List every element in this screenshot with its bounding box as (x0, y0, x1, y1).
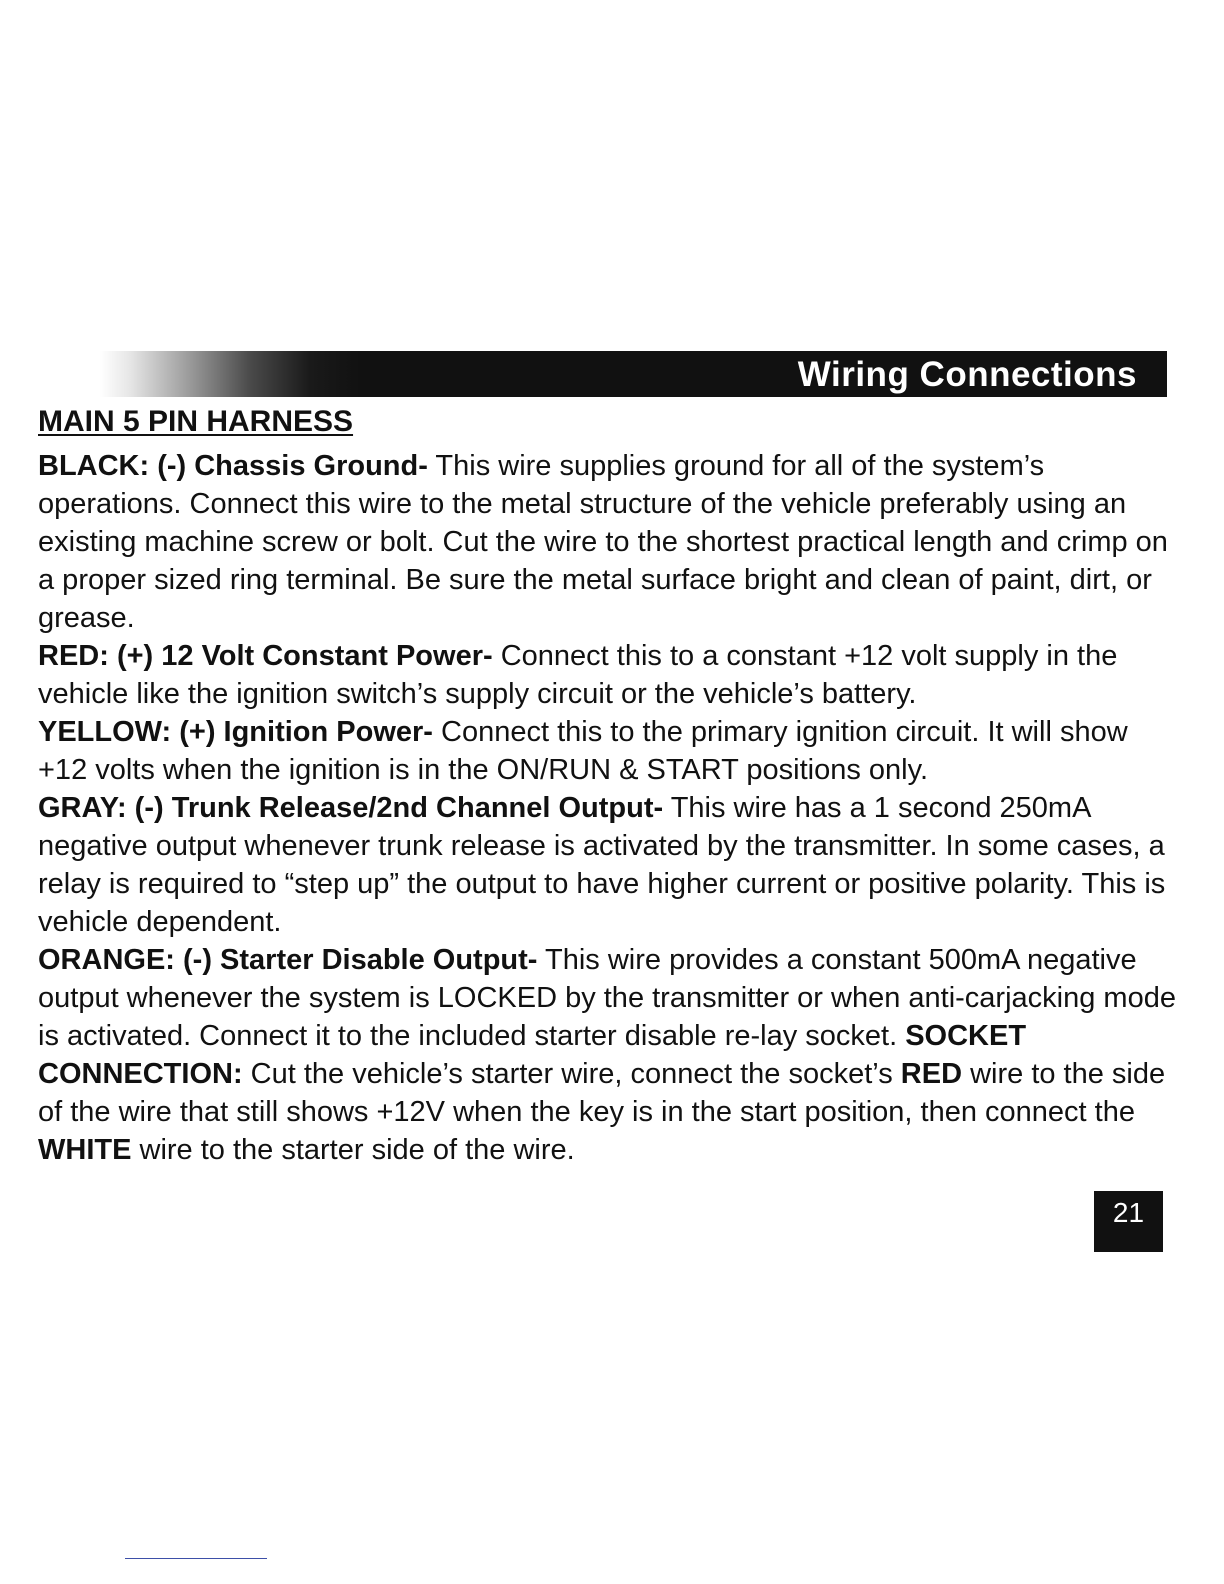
wire-black-text: This wire supplies ground for all of the system’s operations. Connect this wire to the metal structure of the vehicle preferably using an existing machine screw or bolt. Cut the wire to the shortest practical length and crimp on a proper sized ring terminal. Be sure the metal surface bright and clean of paint, dirt, or grease. (38, 450, 1168, 634)
socket-connection-text-1: Cut the vehicle’s starter wire, connect the socket’s (242, 1058, 901, 1090)
wire-yellow-description (38, 713, 1178, 789)
footer-divider (125, 1558, 267, 1559)
socket-connection-text-2: wire to the side of the wire that still shows +12V when the key is in the start position, then connect the (38, 1058, 1166, 1128)
page-content (38, 403, 1178, 1169)
wire-orange-text: This wire provides a constant 500mA negative output whenever the system is LOCKED by the transmitter or when anti-carjacking mode is activated. Connect it to the included starter disable re-lay socket. (38, 944, 1176, 1052)
wire-orange-label: ORANGE: (-) Starter Disable Output- (38, 944, 538, 976)
socket-white-label: WHITE (38, 1134, 132, 1166)
wire-red-text: Connect this to a constant +12 volt supply in the vehicle like the ignition switch’s supply circuit or the vehicle’s battery. (38, 640, 1118, 710)
wire-gray-text: This wire has a 1 second 250mA negative output whenever trunk release is activated by the transmitter. In some cases, a relay is required to “step up” the output to have higher current or positive polarity. This is vehicle dependent. (38, 792, 1166, 938)
wire-gray-label: GRAY: (-) Trunk Release/2nd Channel Output- (38, 792, 664, 824)
wire-yellow-text: Connect this to the primary ignition circuit. It will show +12 volts when the ignition is in the ON/RUN & START positions only. (38, 716, 1128, 786)
wire-red-label: RED: (+) 12 Volt Constant Power- (38, 640, 493, 672)
wire-red-description (38, 637, 1178, 713)
socket-connection-label: SOCKET CONNECTION: (38, 1020, 1027, 1090)
wire-black-description (38, 447, 1178, 637)
wire-black-label: BLACK: (-) Chassis Ground- (38, 450, 428, 482)
header-title: Wiring Connections (797, 355, 1137, 394)
socket-red-label: RED (900, 1058, 963, 1090)
wire-orange-description (38, 941, 1178, 1169)
section-heading: MAIN 5 PIN HARNESS (38, 405, 354, 438)
socket-connection-text-3: wire to the starter side of the wire. (131, 1134, 575, 1166)
section-header-bar (100, 351, 1167, 397)
wire-yellow-label: YELLOW: (+) Ignition Power- (38, 716, 433, 748)
page-number: 21 (1094, 1191, 1163, 1252)
wire-gray-description (38, 789, 1178, 941)
